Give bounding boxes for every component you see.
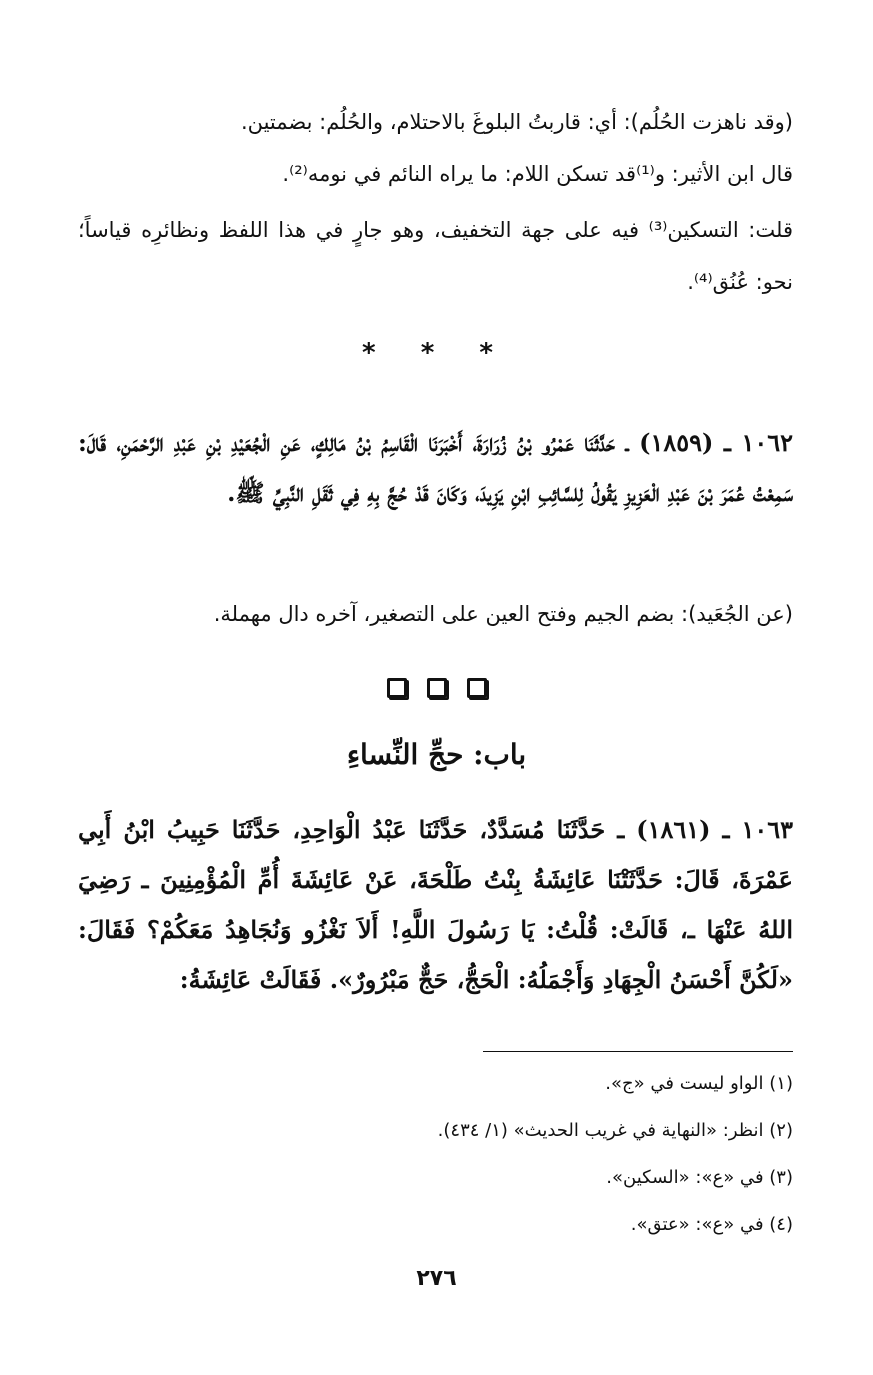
footnote-divider: [483, 1051, 793, 1052]
footnotes-list: [78, 1064, 793, 1252]
commentary-line-halum: (وقد ناهزت الحُلُم): أي: قاربتُ البلوغَ بالاحتلام، والحُلُم: بضمتين.: [240, 110, 793, 134]
ornament-box: [427, 678, 447, 698]
section-separator-boxes: [0, 678, 873, 698]
footnote-item: (٣) في «ع»: «السكين».: [606, 1167, 793, 1188]
ornament-box: [387, 678, 407, 698]
commentary-line-ibn-athir: قال ابن الأثير: و⁽¹⁾قد تسكن اللام: ما يراه النائم في نومه⁽²⁾.: [282, 162, 793, 186]
footnote-item: (٤) في «ع»: «عتق».: [630, 1214, 793, 1235]
hadith-1063: ١٠٦٣ ـ (١٨٦١) ـ حَدَّثَنَا مُسَدَّدٌ، حَدَّثَنَا عَبْدُ الْوَاحِدِ، حَدَّثَنَا حَبِيبُ ابْنُ أَبِي عَمْرَةَ، قَالَ: حَدَّثَتْنَا عَائِشَةُ بِنْتُ طَلْحَةَ، عَنْ عَائِشَةَ أُمِّ الْمُؤْمِنِينَ ـ رَضِيَ اللهُ عَنْهَا ـ، قَالَتْ: قُلْتُ: يَا رَسُولَ اللَّهِ! أَلاَ نَغْزُو وَنُجَاهِدُ مَعَكُمْ؟ فَقَالَ: «لَكُنَّ أَحْسَنُ الْجِهَادِ وَأَجْمَلُهُ: الْحَجُّ، حَجٌّ مَبْرُورٌ». فَقَالَتْ عَائِشَةُ:: [78, 815, 793, 994]
hadith-1062: ١٠٦٢ ـ (١٨٥٩) ـ حَدَّثَنَا عَمْرُو بْنُ زُرَارَةَ، أَخْبَرَنَا الْقَاسِمُ بْنُ مَالِكٍ، عَنِ الْجُعَيْدِ بْنِ عَبْدِ الرَّحْمَنِ، قَالَ: سَمِعْتُ عُمَرَ بْنَ عَبْدِ الْعَزِيزِ يَقُولُ لِلسَّائِبِ ابْنِ يَزِيدَ، وَكَانَ قَدْ حُجَّ بِهِ فِي ثَقَلِ النَّبِيِّ ﷺ.: [78, 428, 793, 507]
commentary-jueid: (عن الجُعَيد): بضم الجيم وفتح العين على التصغير، آخره دال مهملة.: [213, 602, 793, 626]
commentary-paragraph-taskin: قلت: التسكين⁽³⁾ فيه على جهة التخفيف، وهو جارٍ في هذا اللفظ ونظائرِه قياساً؛ نحو: عُنُق⁽⁴⁾.: [78, 218, 793, 294]
footnote-item: (٢) انظر: «النهاية في غريب الحديث» (١/ ٤٣٤).: [437, 1120, 793, 1141]
section-separator-stars: * * *: [362, 338, 511, 368]
chapter-title: باب: حجِّ النِّساءِ: [346, 738, 527, 771]
ornament-box: [467, 678, 487, 698]
page-number: ٢٧٦: [416, 1266, 457, 1291]
footnote-item: (١) الواو ليست في «ج».: [605, 1073, 793, 1094]
